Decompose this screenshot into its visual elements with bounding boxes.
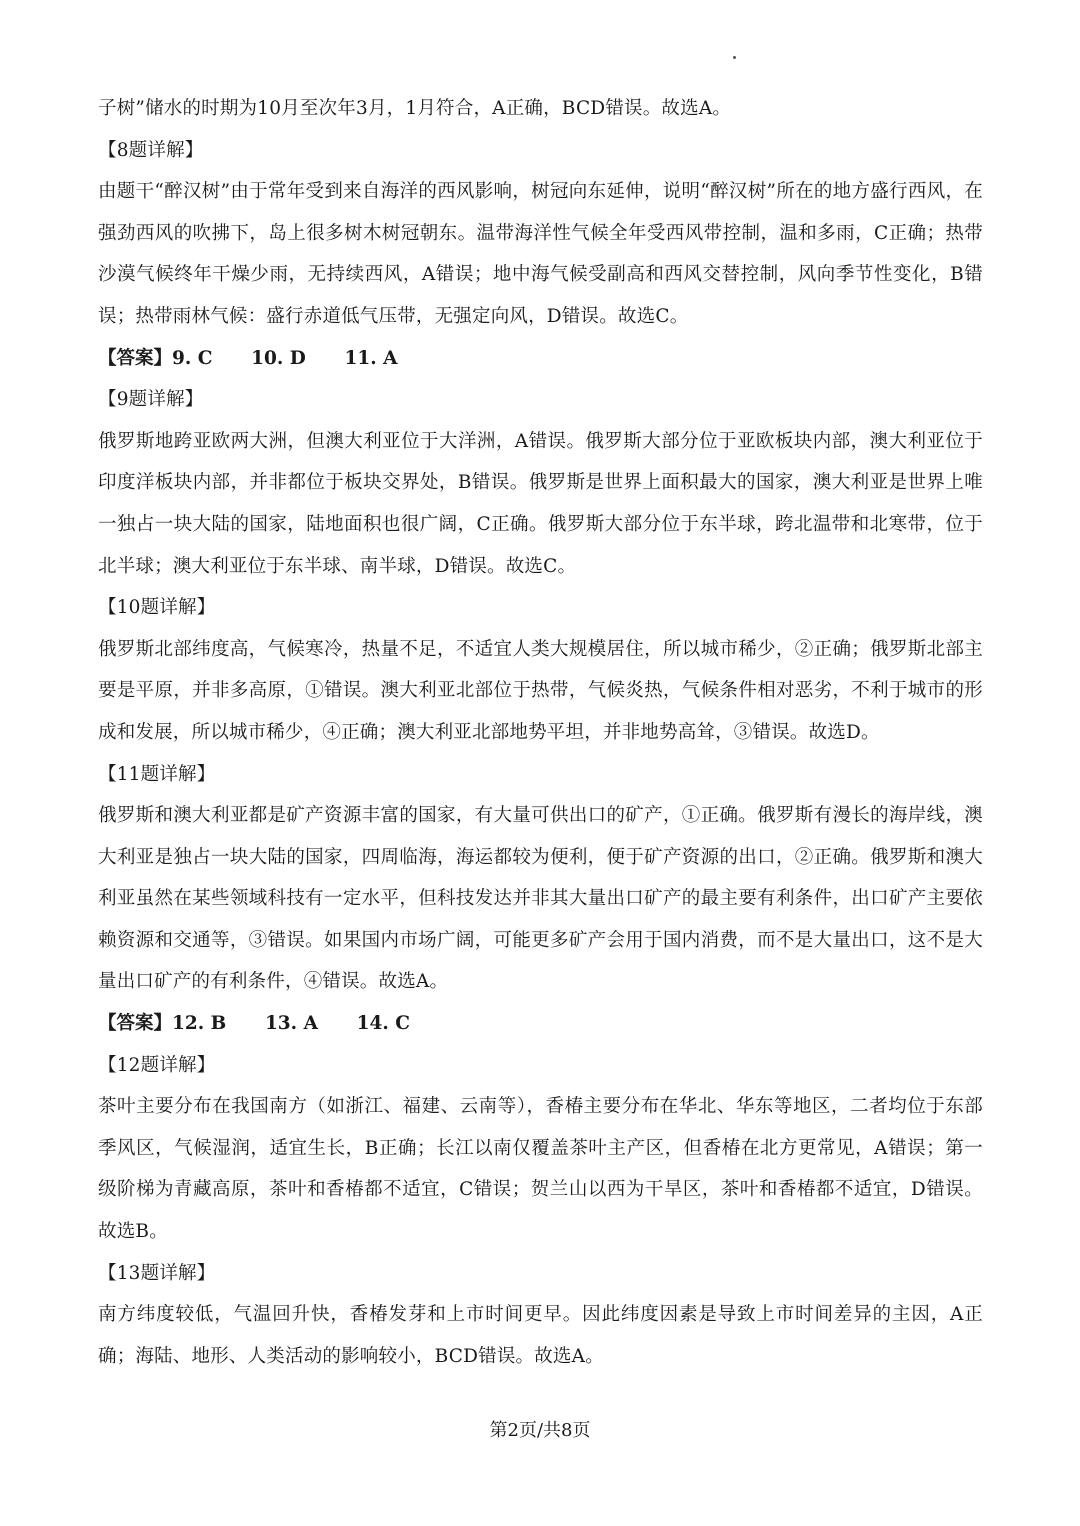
paragraph-q13: 南方纬度较低，气温回升快，香椿发芽和上市时间更早。因此纬度因素是导致上市时间差异的主因，A正确；海陆、地形、人类活动的影响较小，BCD错误。故选A。	[98, 1304, 983, 1367]
paragraph-q10: 俄罗斯北部纬度高，气候寒冷，热量不足，不适宜人类大规模居住，所以城市稀少，②正确；俄罗斯北部主要是平原，并非多高原，①错误。澳大利亚北部位于热带，气候炎热，气候条件相对恶劣，不利于城市的形成和发展，所以城市稀少，④正确；澳大利亚北部地势平坦，并非地势高耸，③错误。故选D。	[98, 638, 983, 743]
answer-line-12-14	[98, 1003, 983, 1045]
paragraph-q12: 茶叶主要分布在我国南方（如浙江、福建、云南等），香椿主要分布在华北、华东等地区，二者均位于东部季风区，气候湿润，适宜生长，B正确；长江以南仅覆盖茶叶主产区，但香椿在北方更常见，A错误；第一级阶梯为青藏高原，茶叶和香椿都不适宜，C错误；贺兰山以西为干旱区，茶叶和香椿都不适宜，D错误。故选B。	[98, 1096, 983, 1243]
answer-item: 14. C	[356, 1013, 410, 1035]
answer-item: 9. C	[172, 347, 213, 369]
answer-label: 【答案】	[98, 347, 173, 369]
paragraph-q8: 由题干“醉汉树”由于常年受到来自海洋的西风影响，树冠向东延伸，说明“醉汉树”所在的地方盛行西风，在强劲西风的吹拂下，岛上很多树木树冠朝东。温带海洋性气候全年受西风带控制，温和多雨，C正确；热带沙漠气候终年干燥少雨，无持续西风，A错误；地中海气候受副高和西风交替控制，风向季节性变化，B错误；热带雨林气候：盛行赤道低气压带，无强定向风，D错误。故选C。	[98, 181, 983, 327]
answer-line-9-11	[98, 338, 983, 380]
page-number-footer: 第2页/共8页	[489, 1420, 591, 1441]
paragraph-q11: 俄罗斯和澳大利亚都是矿产资源丰富的国家，有大量可供出口的矿产，①正确。俄罗斯有漫长的海岸线，澳大利亚是独占一块大陆的国家，四周临海，海运都较为便利，便于矿产资源的出口，②正确。俄罗斯和澳大利亚虽然在某些领域科技有一定水平，但科技发达并非其大量出口矿产的最主要有利条件，出口矿产主要依赖资源和交通等，③错误。如果国内市场广阔，可能更多矿产会用于国内消费，而不是大量出口，这不是大量出口矿产的有利条件，④错误。故选A。	[98, 805, 983, 993]
section-heading-q13: 【13题详解】	[98, 1262, 216, 1284]
answer-item: 12. B	[172, 1013, 227, 1035]
paragraph-7-tail: 子树”储水的时期为10月至次年3月，1月符合，A正确，BCD错误。故选A。	[98, 98, 732, 119]
answer-label: 【答案】	[98, 1013, 173, 1035]
answer-item: 10. D	[251, 347, 306, 369]
section-heading-q10: 【10题详解】	[98, 597, 216, 619]
section-heading-q12: 【12题详解】	[98, 1054, 216, 1076]
section-heading-q11: 【11题详解】	[98, 763, 216, 785]
answer-item: 11. A	[344, 347, 398, 369]
document-body	[98, 88, 983, 1377]
speck-mark	[733, 56, 736, 59]
paragraph-q9: 俄罗斯地跨亚欧两大洲，但澳大利亚位于大洋洲，A错误。俄罗斯大部分位于亚欧板块内部，澳大利亚位于印度洋板块内部，并非都位于板块交界处，B错误。俄罗斯是世界上面积最大的国家，澳大利亚是世界上唯一独占一块大陆的国家，陆地面积也很广阔，C正确。俄罗斯大部分位于东半球，跨北温带和北寒带，位于北半球；澳大利亚位于东半球、南半球，D错误。故选C。	[98, 430, 983, 577]
answer-item: 13. A	[264, 1013, 318, 1035]
section-heading-q9: 【9题详解】	[98, 389, 204, 411]
section-heading-q8: 【8题详解】	[98, 139, 204, 161]
